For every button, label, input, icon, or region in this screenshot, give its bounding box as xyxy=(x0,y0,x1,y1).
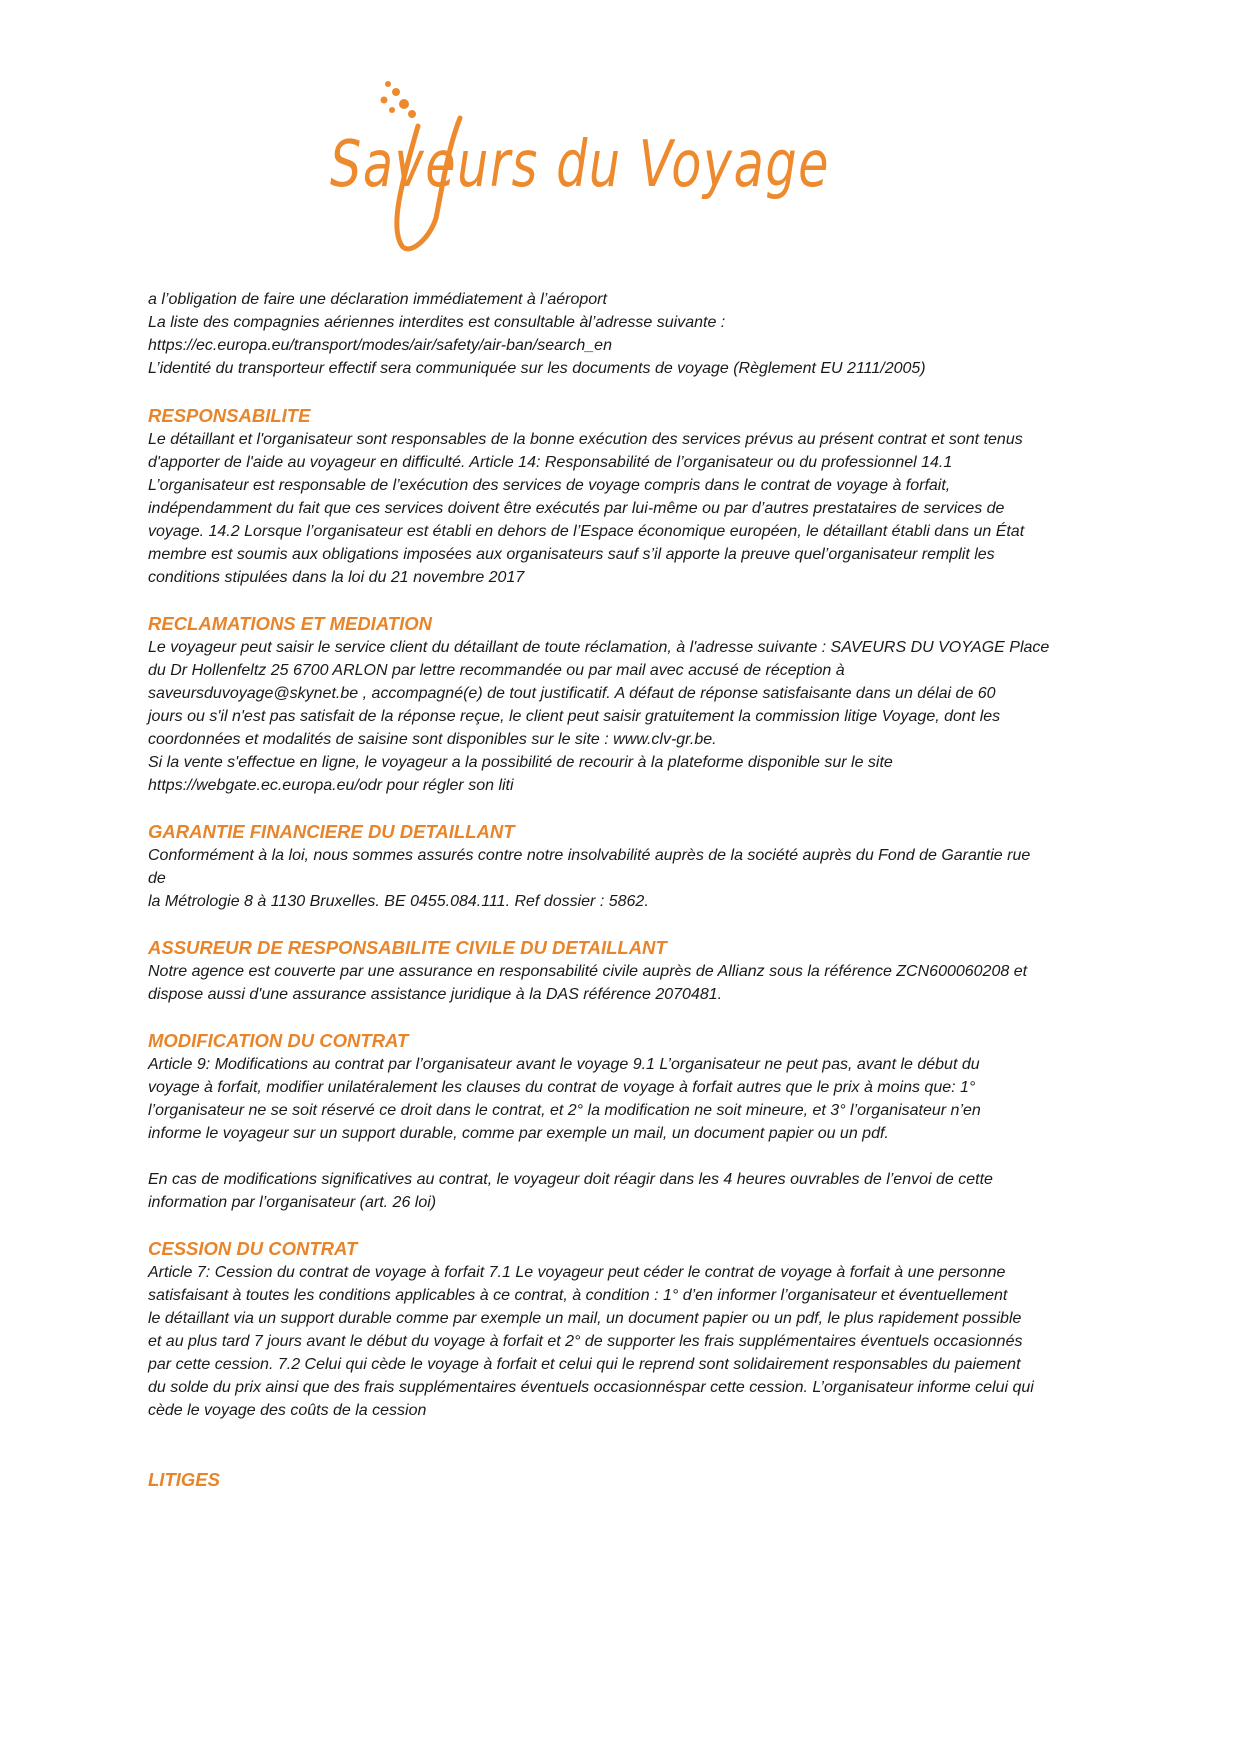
body-line: Le voyageur peut saisir le service client du détaillant de toute réclamation, à l'adresse suivante : SAVEURS DU VOYAGE Place xyxy=(148,639,1050,656)
section-title: MODIFICATION DU CONTRAT xyxy=(148,1030,409,1051)
section-modification xyxy=(148,1029,1098,1214)
body-line: indépendamment du fait que ces services doivent être exécutés par lui-même ou par d’autres prestataires de services de xyxy=(148,500,1005,517)
body-line: conditions stipulées dans la loi du 21 novembre 2017 xyxy=(148,569,525,586)
body-line: Notre agence est couverte par une assurance en responsabilité civile auprès de Allianz sous la référence ZCN600060208 et xyxy=(148,963,1028,980)
body-line: Si la vente s'effectue en ligne, le voyageur a la possibilité de recourir à la plateforme disponible sur le site xyxy=(148,754,893,771)
body-line: https://webgate.ec.europa.eu/odr pour régler son liti xyxy=(148,777,514,794)
body-line: L’organisateur est responsable de l’exécution des services de voyage compris dans le contrat de voyage à forfait, xyxy=(148,477,951,494)
section-title: RESPONSABILITE xyxy=(148,405,311,426)
document-body xyxy=(148,288,1098,1492)
intro-line: La liste des compagnies aériennes interdites est consultable àl’adresse suivante : xyxy=(148,314,726,331)
section-litiges xyxy=(148,1468,1098,1492)
section-garantie xyxy=(148,820,1098,913)
body-line: voyage à forfait, modifier unilatéralement les clauses du contrat de voyage à forfait autres que le prix à moins que: 1° xyxy=(148,1079,976,1096)
logo-text: Saveurs du Voyage xyxy=(330,128,830,202)
section-title: LITIGES xyxy=(148,1469,220,1490)
intro-line: https://ec.europa.eu/transport/modes/air/safety/air-ban/search_en xyxy=(148,337,612,354)
body-line: membre est soumis aux obligations imposées aux organisateurs sauf s’il apporte la preuve quel’organisateur remplit les xyxy=(148,546,995,563)
body-line: informe le voyageur sur un support durable, comme par exemple un mail, un document papier ou un pdf. xyxy=(148,1125,889,1142)
body-line: d'apporter de l'aide au voyageur en difficulté. Article 14: Responsabilité de l’organisateur ou du professionnel 14.1 xyxy=(148,454,953,471)
section-title: GARANTIE FINANCIERE DU DETAILLANT xyxy=(148,821,515,842)
body-line: information par l’organisateur (art. 26 loi) xyxy=(148,1194,437,1211)
intro-block xyxy=(148,288,1098,380)
body-line: et au plus tard 7 jours avant le début du voyage à forfait et 2° de supporter les frais supplémentaires éventuels occasionnés xyxy=(148,1333,1023,1350)
intro-line: L’identité du transporteur effectif sera communiquée sur les documents de voyage (Règlement EU 2111/2005) xyxy=(148,360,926,377)
body-line: jours ou s'il n'est pas satisfait de la réponse reçue, le client peut saisir gratuitement la commission litige Voyage, dont les xyxy=(148,708,1001,725)
section-title: CESSION DU CONTRAT xyxy=(148,1238,358,1259)
section-cession xyxy=(148,1237,1098,1422)
paragraph-gap xyxy=(148,1145,1098,1168)
body-line: cède le voyage des coûts de la cession xyxy=(148,1402,427,1419)
section-responsabilite xyxy=(148,404,1098,589)
section-assureur xyxy=(148,936,1098,1006)
body-line: Article 7: Cession du contrat de voyage à forfait 7.1 Le voyageur peut céder le contrat de voyage à forfait à une personne xyxy=(148,1264,1006,1281)
body-line: de xyxy=(148,870,166,887)
body-line: coordonnées et modalités de saisine sont disponibles sur le site : www.clv-gr.be. xyxy=(148,731,717,748)
body-line: satisfaisant à toutes les conditions applicables à ce contrat, à condition : 1° d’en informer l’organisateur et éventuellement xyxy=(148,1287,1008,1304)
body-line: du Dr Hollenfeltz 25 6700 ARLON par lettre recommandée ou par mail avec accusé de réception à xyxy=(148,662,845,679)
body-line: par cette cession. 7.2 Celui qui cède le voyage à forfait et celui qui le reprend sont solidairement responsables du paiement xyxy=(148,1356,1021,1373)
intro-line: a l’obligation de faire une déclaration immédiatement à l’aéroport xyxy=(148,291,607,308)
body-line: l’organisateur ne se soit réservé ce droit dans le contrat, et 2° la modification ne soit mineure, et 3° l’organisateur n’en xyxy=(148,1102,981,1119)
body-line: Le détaillant et l'organisateur sont responsables de la bonne exécution des services prévus au présent contrat et sont tenus xyxy=(148,431,1023,448)
body-line: Article 9: Modifications au contrat par l’organisateur avant le voyage 9.1 L’organisateur ne peut pas, avant le début du xyxy=(148,1056,980,1073)
body-line: Conformément à la loi, nous sommes assurés contre notre insolvabilité auprès de la société auprès du Fond de Garantie rue xyxy=(148,847,1031,864)
section-reclamations xyxy=(148,612,1098,797)
company-logo xyxy=(330,78,920,258)
body-line: voyage. 14.2 Lorsque l’organisateur est établi en dehors de l’Espace économique européen, le détaillant établi dans un État xyxy=(148,523,1025,540)
body-line: En cas de modifications significatives au contrat, le voyageur doit réagir dans les 4 heures ouvrables de l’envoi de cette xyxy=(148,1171,993,1188)
section-title: ASSUREUR DE RESPONSABILITE CIVILE DU DETAILLANT xyxy=(148,937,667,958)
body-line: dispose aussi d'une assurance assistance juridique à la DAS référence 2070481. xyxy=(148,986,723,1003)
section-title: RECLAMATIONS ET MEDIATION xyxy=(148,613,432,634)
body-line: le détaillant via un support durable comme par exemple un mail, un document papier ou un pdf, le plus rapidement possible xyxy=(148,1310,1022,1327)
body-line: du solde du prix ainsi que des frais supplémentaires éventuels occasionnéspar cette cession. L’organisateur informe celui qui xyxy=(148,1379,1034,1396)
body-line: saveursduvoyage@skynet.be , accompagné(e) de tout justificatif. A défaut de réponse satisfaisante dans un délai de 60 xyxy=(148,685,996,702)
body-line: la Métrologie 8 à 1130 Bruxelles. BE 0455.084.111. Ref dossier : 5862. xyxy=(148,893,649,910)
